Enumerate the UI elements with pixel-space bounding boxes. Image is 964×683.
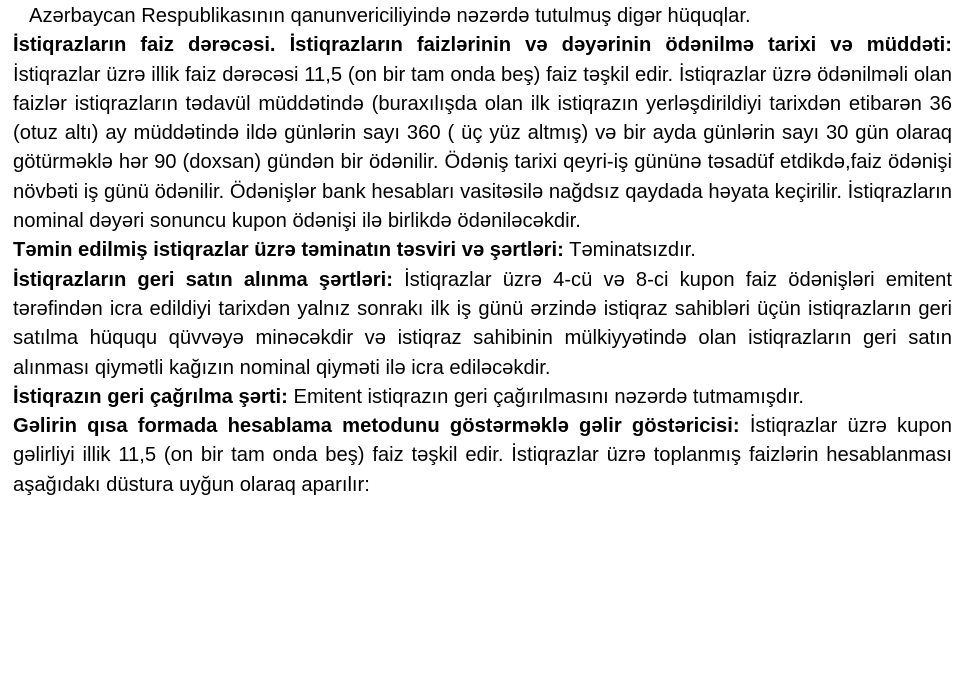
section-buyback — [13, 266, 952, 383]
section-label: Gəlirin qısa formada hesablama metodunu göstərməklə gəlir göstəricisi: — [13, 415, 740, 438]
section-label: İstiqrazların faiz dərəcəsi. İstiqrazların faizlərinin və dəyərinin ödənilmə tarixi və müddəti: — [13, 34, 952, 57]
section-label: İstiqrazın geri çağrılma şərti: — [13, 385, 288, 408]
section-text: İstiqrazlar üzrə kupon gəlirliyi illik 11,5 (on bir tam onda beş) faiz təşkil edir. İstiqrazlar üzrə toplanmış faizlərin hesablanması aşağıdakı düstura uyğun olaraq aparılır: — [13, 415, 953, 496]
section-label: İstiqrazların geri satın alınma şərtləri: — [13, 268, 393, 291]
section-interest-rate — [13, 31, 952, 236]
section-call — [13, 383, 952, 412]
section-text: Təminatsızdır. — [569, 239, 696, 262]
section-collateral — [13, 236, 952, 265]
section-label: Təmin edilmiş istiqrazlar üzrə təminatın təsviri və şərtləri: — [13, 239, 564, 262]
section-text: Emitent istiqrazın geri çağırılmasını nəzərdə tutmamışdır. — [293, 385, 804, 408]
section-text: İstiqrazlar üzrə 4-cü və 8-ci kupon faiz ödənişləri emitent tərəfindən icra edildiyi tarixdən yalnız sonrakı ilk iş günü ərzində istiqraz sahibləri üçün istiqrazların geri satılma hüququ qüvvəyə minəcəkdir və istiqraz sahibinin mülkiyyətində olan istiqrazların geri satın alınması qiymətli kağızın nominal qiyməti ilə icra ediləcəkdir. — [13, 268, 952, 379]
section-yield — [13, 412, 952, 500]
section-text: İstiqrazlar üzrə illik faiz dərəcəsi 11,5 (on bir tam onda beş) faiz təşkil edir. İstiqrazlar üzrə ödənilməli olan faizlər istiqrazların tədavül müddətində (buraxılışda olan ilk istiqrazın yerləşdirildiyi tarixdən etibarən 36 (otuz altı) ay müddətində ildə günlərin sayı 360 ( üç yüz altmış) və bir ayda günlərin sayı 30 gün olaraq götürməklə hər 90 (doxsan) gündən bir ödənilir. Ödəniş tarixi qeyri-iş gününə təsadüf etdikdə,faiz ödənişi növbəti iş günü ödənilir. Ödənişlər bank hesabları vasitəsilə nağdsız qaydada həyata keçirilir. İstiqrazların nominal dəyəri sonuncu kupon ödənişi ilə birlikdə ödəniləcəkdir. — [13, 63, 952, 233]
intro-line: Azərbaycan Respublikasının qanunvericiliyində nəzərdə tutulmuş digər hüquqlar. — [29, 5, 751, 27]
